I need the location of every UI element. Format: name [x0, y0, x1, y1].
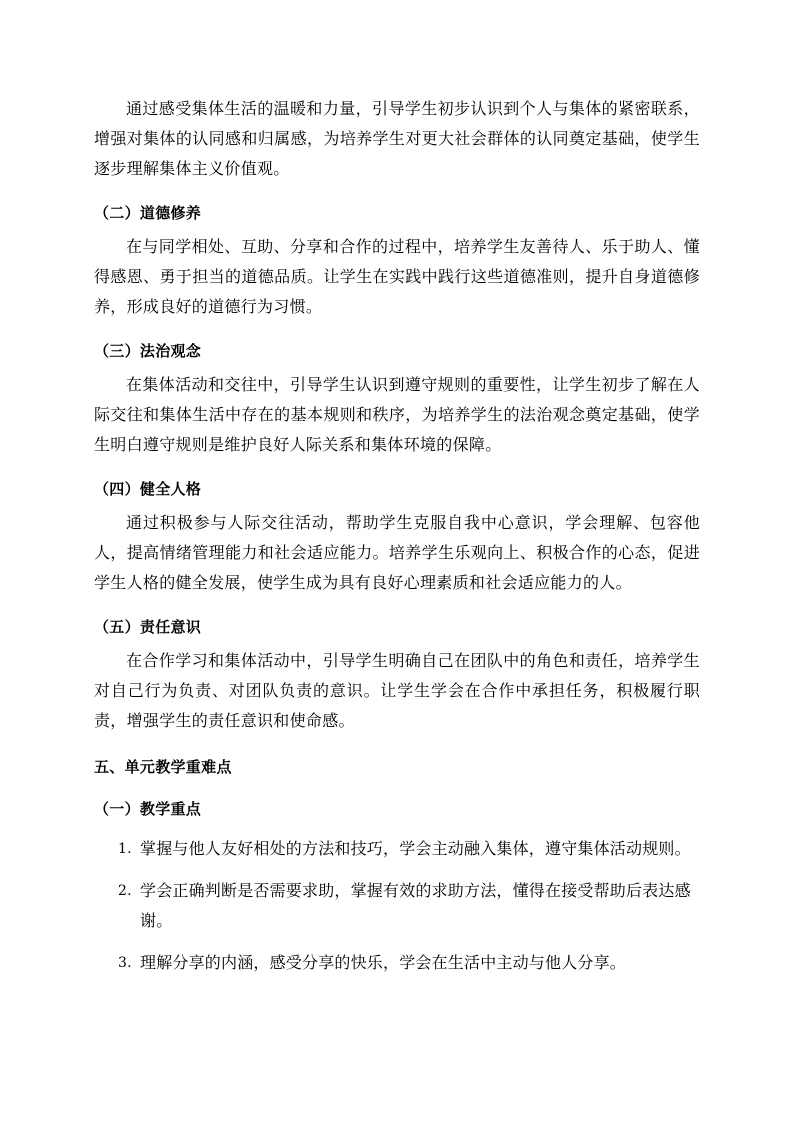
chapter-heading-key-points: 五、单元教学重难点: [94, 758, 232, 776]
list-item-number: 1.: [118, 841, 132, 857]
teaching-focus-list: [94, 834, 700, 978]
section-heading-responsibility: （五）责任意识: [94, 618, 202, 636]
list-item-number: 3.: [118, 955, 132, 971]
section-body-personality: 通过积极参与人际交往活动，帮助学生克服自我中心意识，学会理解、包容他人，提高情绪管理能力和社会适应能力。培养学生乐观向上、积极合作的心态，促进学生人格的健全发展，使学生成为具有良好心理素质和社会适应能力的人。: [94, 513, 700, 592]
sub-heading-teaching-focus: （一）教学重点: [94, 800, 202, 818]
section-heading-moral: （二）道德修养: [94, 204, 202, 222]
section-body-law: 在集体活动和交往中，引导学生认识到遵守规则的重要性，让学生初步了解在人际交往和集体生活中存在的基本规则和秩序，为培养学生的法治观念奠定基础，使学生明白遵守规则是维护良好人际关系和集体环境的保障。: [94, 375, 700, 454]
list-item: [94, 834, 700, 864]
list-item-text: 掌握与他人友好相处的方法和技巧，学会主动融入集体，遵守集体活动规则。: [140, 839, 691, 858]
list-item-number: 2.: [118, 883, 132, 899]
section-heading-personality: （四）健全人格: [94, 480, 202, 498]
document-page: [94, 94, 700, 990]
list-item-text: 学会正确判断是否需要求助，掌握有效的求助方法，懂得在接受帮助后表达感谢。: [140, 881, 691, 930]
list-item-text: 理解分享的内涵，感受分享的快乐，学会在生活中主动与他人分享。: [140, 953, 627, 972]
section-body-responsibility: 在合作学习和集体活动中，引导学生明确自己在团队中的角色和责任，培养学生对自己行为负责、对团队负责的意识。让学生学会在合作中承担任务，积极履行职责，增强学生的责任意识和使命感。: [94, 651, 700, 730]
list-item: [94, 948, 700, 978]
section-body-moral: 在与同学相处、互助、分享和合作的过程中，培养学生友善待人、乐于助人、懂得感恩、勇于担当的道德品质。让学生在实践中践行这些道德准则，提升自身道德修养，形成良好的道德行为习惯。: [94, 237, 700, 316]
section-heading-law: （三）法治观念: [94, 342, 202, 360]
list-item: [94, 876, 700, 936]
intro-paragraph: 通过感受集体生活的温暖和力量，引导学生初步认识到个人与集体的紧密联系，增强对集体的认同感和归属感，为培养学生对更大社会群体的认同奠定基础，使学生逐步理解集体主义价值观。: [94, 99, 700, 178]
